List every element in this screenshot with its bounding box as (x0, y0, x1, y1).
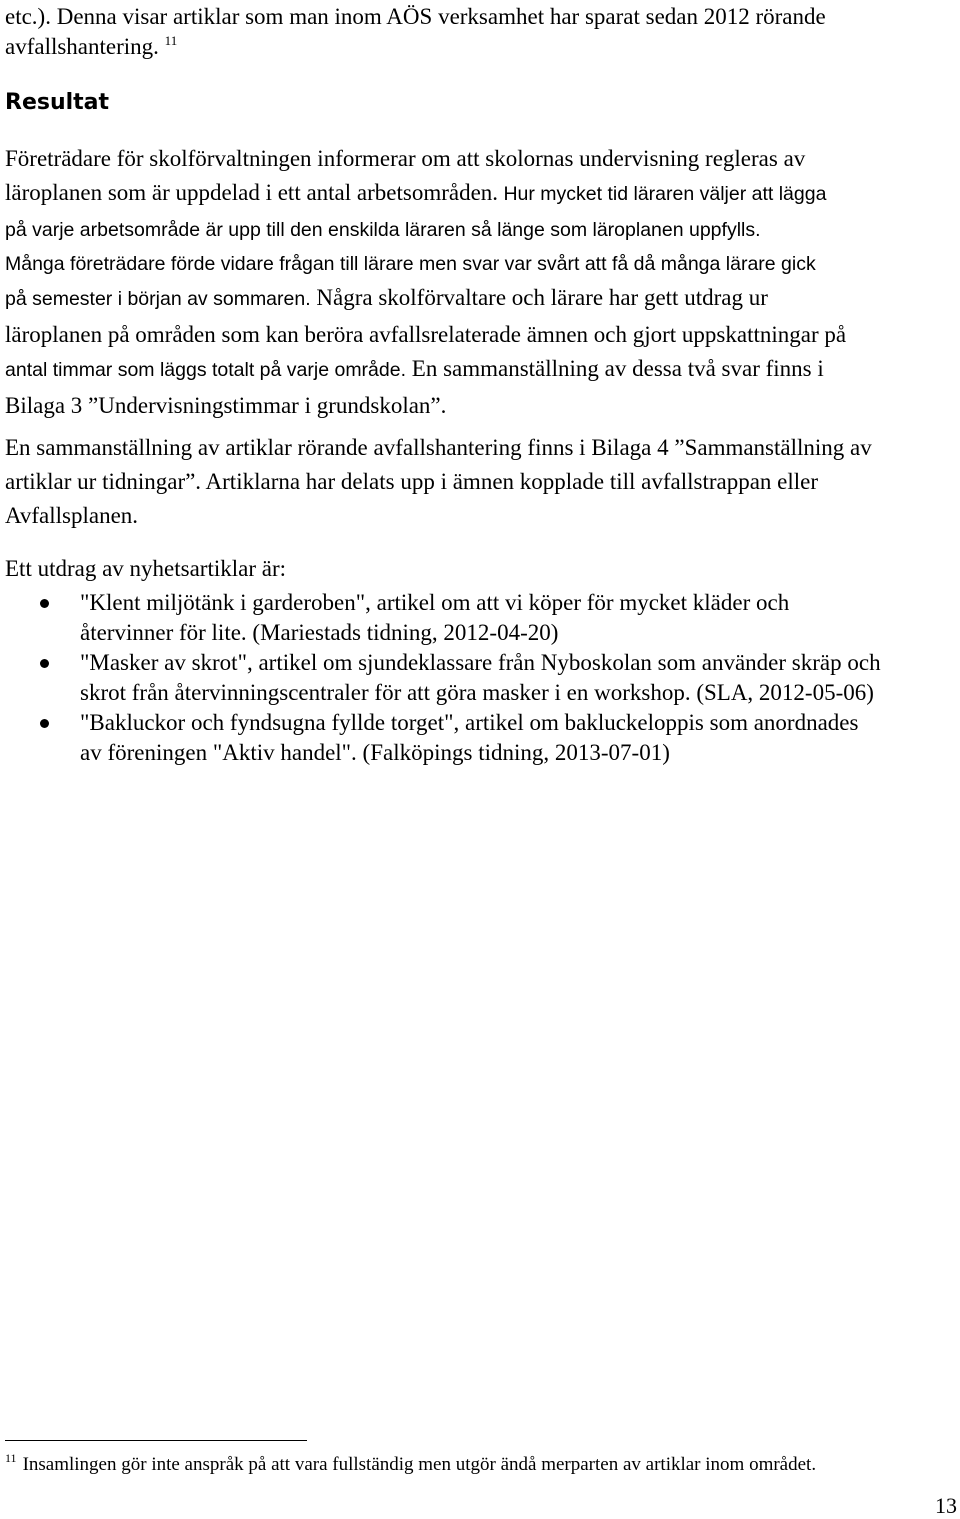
bullet-icon (40, 599, 49, 608)
para1-line-5-serif: Några skolförvaltare och lärare har gett utdrag ur (310, 285, 768, 310)
list-item-line-1: "Klent miljötänk i garderoben", artikel om att vi köper för mycket kläder och (80, 590, 790, 615)
section-heading: Resultat (5, 90, 110, 115)
footnote-number: 11 (5, 1451, 17, 1465)
list-item (0, 588, 960, 647)
bullet-icon (40, 719, 49, 728)
list-item-line-1: "Masker av skrot", artikel om sjundeklassare från Nyboskolan som använder skräp och (80, 650, 881, 675)
para3-line-1: Ett utdrag av nyhetsartiklar är: (5, 556, 287, 581)
footnote-reference[interactable]: 11 (164, 33, 178, 48)
intro-line-2 (5, 32, 958, 62)
para1-line-7-serif: En sammanställning av dessa två svar finns i (406, 356, 824, 381)
para1-line-6: läroplanen på områden som kan beröra avfallsrelaterade ämnen och gjort uppskattningar på (5, 322, 847, 347)
results-paragraph (5, 142, 958, 423)
para2-line-1: En sammanställning av artiklar rörande avfallshantering finns i Bilaga 4 ”Sammanställning av (5, 435, 872, 460)
list-item (0, 648, 960, 707)
list-item (0, 708, 960, 767)
para1-line-8: Bilaga 3 ”Undervisningstimmar i grundskolan”. (5, 393, 447, 418)
intro-line-1: etc.). Denna visar artiklar som man inom AÖS verksamhet har sparat sedan 2012 rörande (5, 4, 826, 29)
excerpt-intro (5, 552, 958, 586)
news-article-list (0, 588, 960, 768)
list-item-line-2: återvinner för lite. (Mariestads tidning, 2012-04-20) (80, 619, 559, 645)
intro-paragraph (5, 2, 958, 62)
para2-line-3: Avfallsplanen. (5, 503, 139, 528)
articles-paragraph (5, 431, 958, 533)
para1-line-5 (5, 281, 958, 318)
para1-line-7-sans: antal timmar som läggs totalt på varje område. (5, 359, 407, 381)
list-item-line-2: av föreningen "Aktiv handel". (Falköpings tidning, 2013-07-01) (80, 739, 670, 765)
para1-line-2-sans: Hur mycket tid läraren väljer att lägga (498, 183, 827, 205)
para1-line-3: på varje arbetsområde är upp till den enskilda läraren så länge som läroplanen uppfylls. (5, 219, 761, 241)
para2-line-2: artiklar ur tidningar”. Artiklarna har delats upp i ämnen kopplade till avfallstrappan eller (5, 469, 819, 494)
para1-line-2-serif: läroplanen som är uppdelad i ett antal arbetsområden. (5, 180, 499, 205)
footnote (5, 1452, 816, 1478)
list-item-line-1: "Bakluckor och fyndsugna fyllde torget", artikel om bakluckeloppis som anordnades (80, 710, 859, 735)
para1-line-7 (5, 352, 958, 389)
footnote-text: Insamlingen gör inte anspråk på att vara fullständig men utgör ändå merparten av artiklar inom området. (22, 1454, 817, 1475)
intro-line-2-text: avfallshantering. (5, 34, 159, 59)
list-item-line-2: skrot från återvinningscentraler för att göra masker i en workshop. (SLA, 2012-05-06) (80, 679, 874, 705)
bullet-icon (40, 659, 49, 668)
footnote-separator (5, 1440, 307, 1441)
page-number: 13 (935, 1493, 957, 1518)
para1-line-4: Många företrädare förde vidare frågan till lärare men svar var svårt att få då många lärare gick (5, 253, 816, 275)
para1-line-1: Företrädare för skolförvaltningen informerar om att skolornas undervisning regleras av (5, 146, 806, 171)
para1-line-5-sans: på semester i början av sommaren. (5, 288, 311, 310)
para1-line-2 (5, 176, 958, 213)
